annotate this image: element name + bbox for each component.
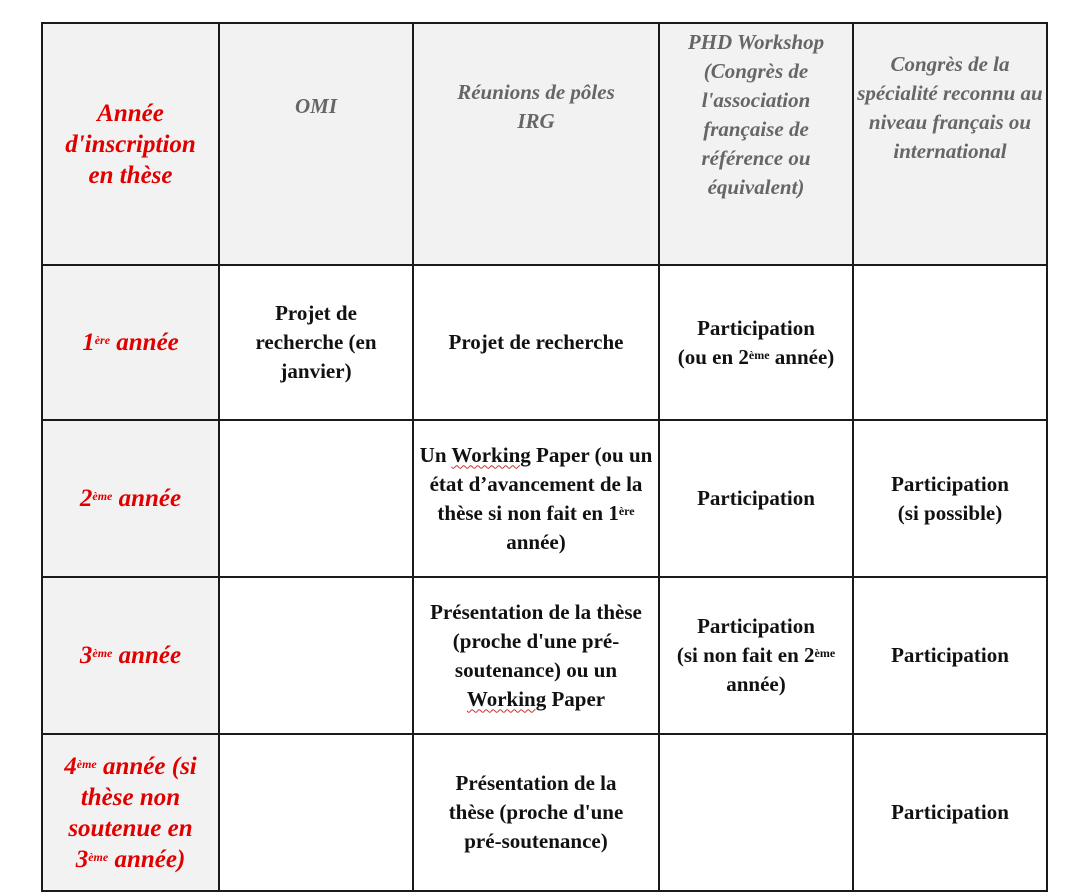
year-cell xyxy=(42,265,219,420)
phd-cell xyxy=(659,734,853,891)
header-omi-label: OMI xyxy=(294,94,337,118)
header-congres-cell xyxy=(853,23,1047,265)
phd-text: Participation (ou en 2ème année) xyxy=(677,315,835,369)
irg-cell xyxy=(413,734,659,891)
inscription-table xyxy=(41,22,1048,892)
irg-cell xyxy=(413,420,659,577)
irg-text: Présentation de la thèse (proche d'une pré-soutenance) ou un Working Paper xyxy=(430,599,642,711)
year-cell xyxy=(42,420,219,577)
header-irg-label: Réunions de pôles IRG xyxy=(457,80,615,133)
congres-cell xyxy=(853,577,1047,734)
year-label: 4ème année (si thèse non soutenue en 3ème année) xyxy=(64,752,197,873)
year-label: 2ème année xyxy=(79,485,182,512)
phd-cell xyxy=(659,265,853,420)
phd-text: Participation xyxy=(697,486,815,510)
header-irg-cell xyxy=(413,23,659,265)
header-year-cell xyxy=(42,23,219,265)
header-year-label: Année d'inscription en thèse xyxy=(65,99,196,189)
congres-text: Participation (si possible) xyxy=(891,471,1009,525)
omi-cell xyxy=(219,420,413,577)
phd-cell xyxy=(659,420,853,577)
table-row xyxy=(42,420,1047,577)
congres-cell xyxy=(853,420,1047,577)
irg-text: Présentation de la thèse (proche d'une pré-soutenance) xyxy=(448,771,624,853)
irg-cell xyxy=(413,265,659,420)
omi-cell xyxy=(219,265,413,420)
year-label: 1ère année xyxy=(82,329,179,356)
year-cell xyxy=(42,577,219,734)
congres-text: Participation xyxy=(891,800,1009,824)
omi-cell xyxy=(219,734,413,891)
year-cell xyxy=(42,734,219,891)
table-row xyxy=(42,734,1047,891)
congres-cell xyxy=(853,734,1047,891)
header-omi-cell xyxy=(219,23,413,265)
header-phd-label: PHD Workshop (Congrès de l'association française de référence ou équivalent) xyxy=(687,30,825,199)
header-row xyxy=(42,23,1047,265)
table-row xyxy=(42,265,1047,420)
header-congres-label: Congrès de la spécialité reconnu au niveau français ou international xyxy=(857,52,1043,163)
year-label: 3ème année xyxy=(79,642,182,669)
header-phd-cell xyxy=(659,23,853,265)
phd-cell xyxy=(659,577,853,734)
table-row xyxy=(42,577,1047,734)
irg-text: Un Working Paper (ou un état d’avancement de la thèse si non fait en 1ère année) xyxy=(419,442,653,554)
omi-cell xyxy=(219,577,413,734)
phd-text: Participation (si non fait en 2ème année) xyxy=(676,614,836,696)
irg-text: Projet de recherche xyxy=(448,330,624,354)
congres-cell xyxy=(853,265,1047,420)
irg-cell xyxy=(413,577,659,734)
omi-text: Projet de recherche (en janvier) xyxy=(255,301,377,383)
congres-text: Participation xyxy=(891,643,1009,667)
